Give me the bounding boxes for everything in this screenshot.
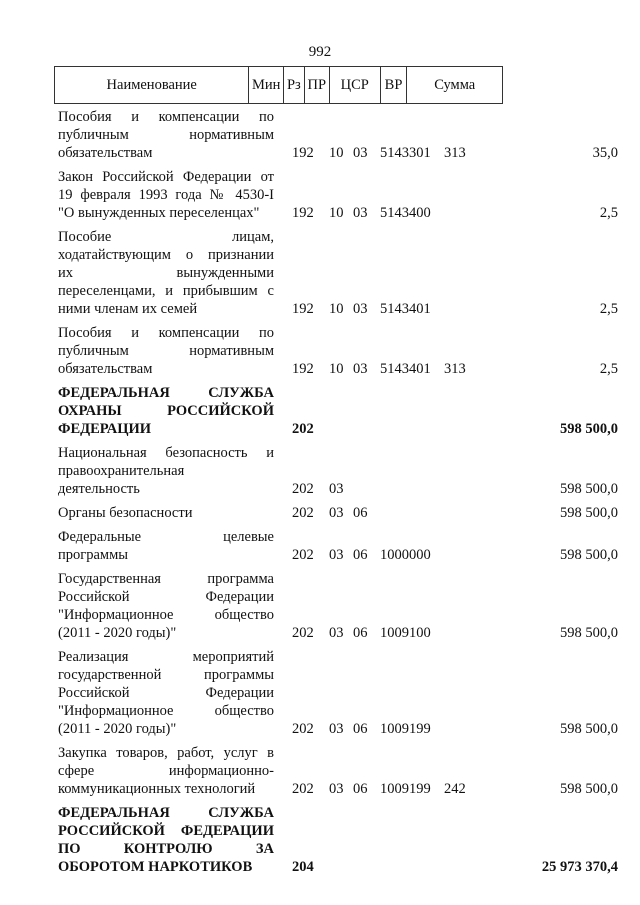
header-sum: Сумма [434, 76, 476, 93]
row-vr: 313 [444, 145, 466, 161]
table-row [58, 504, 618, 522]
table-row [58, 648, 618, 738]
row-name-line: (2011 - 2020 годы)" [58, 721, 177, 737]
table-row [58, 168, 618, 222]
row-name [58, 444, 274, 498]
row-name [58, 108, 274, 162]
row-sum: 598 500,0 [560, 481, 618, 497]
row-min: 202 [292, 505, 314, 521]
row-name [58, 648, 274, 738]
row-sum: 2,5 [599, 361, 618, 377]
row-sum: 598 500,0 [560, 625, 618, 641]
row-rz: 10 [329, 145, 344, 161]
row-pr: 06 [353, 625, 368, 641]
row-csr: 5143401 [380, 361, 431, 377]
row-min: 202 [292, 421, 314, 437]
row-min: 192 [292, 301, 314, 317]
row-rz: 03 [329, 505, 344, 521]
row-name-line: Российской Федерации [58, 589, 274, 605]
row-name [58, 504, 274, 522]
row-name-line: (2011 - 2020 годы)" [58, 625, 177, 641]
header-pr: ПР [305, 67, 330, 103]
row-csr: 5143401 [380, 301, 431, 317]
row-pr: 06 [353, 547, 368, 563]
row-csr: 1009100 [380, 625, 431, 641]
table-row [58, 804, 618, 876]
row-rz: 03 [329, 781, 344, 797]
row-name [58, 168, 274, 222]
row-name-line: ФЕДЕРАЛЬНАЯ СЛУЖБА [58, 805, 274, 821]
table-row [58, 228, 618, 318]
row-sum: 598 500,0 [560, 421, 618, 437]
table-row [58, 384, 618, 438]
row-min: 202 [292, 625, 314, 641]
row-name-line: Закупка товаров, работ, услуг в [58, 745, 274, 761]
row-pr: 06 [353, 721, 368, 737]
row-rz: 03 [329, 625, 344, 641]
row-pr: 03 [353, 301, 368, 317]
row-name-line: ФЕДЕРАЦИИ [58, 421, 152, 437]
table-row [58, 108, 618, 162]
header-rz: Рз [284, 67, 305, 103]
table-row [58, 324, 618, 378]
row-name [58, 570, 274, 642]
header-vr: ВР [381, 67, 408, 103]
row-name-line: Пособие лицам, [58, 229, 274, 245]
row-name-line: государственной программы [58, 667, 274, 683]
row-name-line: переселенцами, и прибывшим с [58, 283, 274, 299]
row-pr: 03 [353, 205, 368, 221]
table-row [58, 528, 618, 564]
row-rz: 10 [329, 205, 344, 221]
row-csr: 5143400 [380, 205, 431, 221]
row-name-line: ходатайствующим о признании [58, 247, 274, 263]
row-sum: 598 500,0 [560, 547, 618, 563]
row-sum: 598 500,0 [560, 505, 618, 521]
row-name-line: Федеральные целевые [58, 529, 274, 545]
row-name-line: ОБОРОТОМ НАРКОТИКОВ [58, 859, 253, 875]
row-name-line: "О вынужденных переселенцах" [58, 205, 260, 221]
row-min: 192 [292, 361, 314, 377]
table-row [58, 744, 618, 798]
row-name-line: ними членам их семей [58, 301, 198, 317]
row-sum: 598 500,0 [560, 721, 618, 737]
row-rz: 10 [329, 361, 344, 377]
row-min: 202 [292, 481, 314, 497]
row-name-line: программы [58, 547, 128, 563]
row-name-line: Российской Федерации [58, 685, 274, 701]
row-min: 192 [292, 145, 314, 161]
row-name [58, 804, 274, 876]
row-csr: 1009199 [380, 781, 431, 797]
row-csr: 5143301 [380, 145, 431, 161]
row-name-line: РОССИЙСКОЙ ФЕДЕРАЦИИ [58, 823, 274, 839]
row-name-line: коммуникационных технологий [58, 781, 256, 797]
header-csr: ЦСР [330, 67, 381, 103]
table-body [58, 108, 618, 882]
row-min: 202 [292, 721, 314, 737]
row-name [58, 228, 274, 318]
row-sum: 598 500,0 [560, 781, 618, 797]
row-csr: 1000000 [380, 547, 431, 563]
row-name-line: Национальная безопасность и [58, 445, 274, 461]
row-name-line: "Информационное общество [58, 607, 274, 623]
row-rz: 03 [329, 481, 344, 497]
row-name [58, 324, 274, 378]
row-rz: 03 [329, 721, 344, 737]
header-name: Наименование [55, 67, 249, 103]
row-pr: 03 [353, 361, 368, 377]
row-min: 204 [292, 859, 314, 875]
row-name [58, 744, 274, 798]
row-name [58, 528, 274, 564]
row-min: 192 [292, 205, 314, 221]
page-number: 992 [308, 44, 332, 60]
row-name-line: ОХРАНЫ РОССИЙСКОЙ [58, 403, 274, 419]
row-vr: 313 [444, 361, 466, 377]
row-name [58, 384, 274, 438]
row-vr: 242 [444, 781, 466, 797]
row-name-line: Реализация мероприятий [58, 649, 274, 665]
row-sum: 2,5 [599, 301, 618, 317]
row-name-line: ПО КОНТРОЛЮ ЗА [58, 841, 274, 857]
row-name-line: Государственная программа [58, 571, 274, 587]
row-name-line: обязательствам [58, 145, 153, 161]
table-header [54, 66, 503, 104]
row-name-line: их вынужденными [58, 265, 274, 281]
row-pr: 03 [353, 145, 368, 161]
row-min: 202 [292, 781, 314, 797]
row-name-line: Пособия и компенсации по [58, 109, 274, 125]
row-rz: 03 [329, 547, 344, 563]
row-rz: 10 [329, 301, 344, 317]
row-csr: 1009199 [380, 721, 431, 737]
row-name-line: публичным нормативным [58, 343, 274, 359]
row-name-line: публичным нормативным [58, 127, 274, 143]
row-name-line: Пособия и компенсации по [58, 325, 274, 341]
table-row [58, 444, 618, 498]
row-pr: 06 [353, 505, 368, 521]
row-name-line: Органы безопасности [58, 505, 193, 521]
row-sum: 35,0 [592, 145, 618, 161]
row-name-line: "Информационное общество [58, 703, 274, 719]
row-name-line: ФЕДЕРАЛЬНАЯ СЛУЖБА [58, 385, 274, 401]
row-name-line: 19 февраля 1993 года № 4530-I [58, 187, 274, 203]
row-name-line: правоохранительная [58, 463, 185, 479]
row-name-line: Закон Российской Федерации от [58, 169, 274, 185]
row-pr: 06 [353, 781, 368, 797]
row-min: 202 [292, 547, 314, 563]
row-name-line: обязательствам [58, 361, 153, 377]
table-row [58, 570, 618, 642]
row-sum: 2,5 [599, 205, 618, 221]
row-name-line: деятельность [58, 481, 140, 497]
row-sum: 25 973 370,4 [541, 859, 618, 875]
header-min: Мин [249, 67, 284, 103]
row-name-line: сфере информационно- [58, 763, 274, 779]
